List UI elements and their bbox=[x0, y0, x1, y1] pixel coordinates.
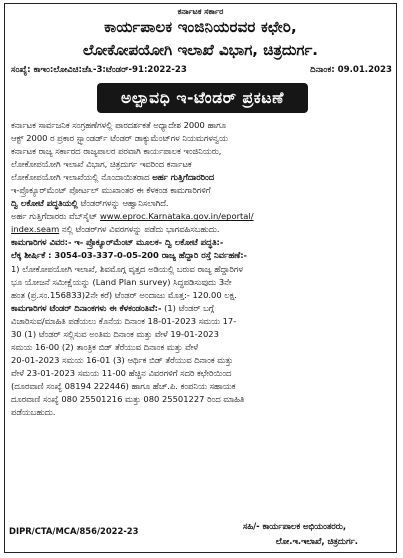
text-line: 30 (1) ಟೆಂಡರ್ ಸಲ್ಲಿಸುವ ಅಂತಿಮ ದಿನಾಂಕ ಮತ್ತು ವೇಳೆ 19-01-2023 bbox=[11, 328, 219, 339]
text-segment: ಅರ್ಹ ಗುತ್ತಿಗೆದಾರರು ವೆಬ್‌ಸೈಟ್ bbox=[11, 211, 100, 222]
head-of-account: ಲೆಕ್ಕ ಶೀರ್ಷಿಕೆ : 3054-03-337-0-05-200 ರಾಜ್ಯ ಹೆದ್ದಾರಿ ರಸ್ತೆ ನಿರ್ವಹಣೆ:- bbox=[11, 250, 248, 261]
text-line: ಇ-ಪ್ರೊಕ್ಯೂರ್‌ಮೆಂಟ್ ಪೋರ್ಟಲ್ ಮುಖಾಂತರ ಈ ಕೆಳಕಂಡ ಕಾಮಗಾರಿಗಳಿಗೆ bbox=[11, 185, 211, 196]
eproc-url-link[interactable]: www.eproc.Karnataka.gov.in/eportal/ bbox=[99, 211, 254, 222]
notice-banner: ಅಲ್ಪಾವಧಿ ಇ-ಟೆಂಡರ್ ಪ್ರಕಟಣೆ bbox=[97, 83, 308, 113]
text-line bbox=[11, 223, 390, 236]
text-line: ಆಕ್ಟ್ 2000 ರ ಪ್ರಕಾರ ಸ್ಟ್ಯಾಂಡರ್ಡ್ ಟೆಂಡರ್ ಡಾಕ್ಯುಮೆಂಟ್‌ಗಳ ನಿಯಮಗಳನ್ವಯ bbox=[11, 133, 228, 144]
eproc-url-link-end[interactable]: index.seam bbox=[11, 224, 60, 235]
text-line: ಪಡೆಯಬಹುದು. bbox=[11, 407, 56, 418]
notice-body bbox=[11, 119, 390, 419]
text-line bbox=[11, 302, 390, 315]
text-line: 1) ಲೋಕೋಪಯೋಗಿ ಇಲಾಖೆ, ಶಿವಮೊಗ್ಗ ವೃತ್ತದ ಅಡಿಯಲ್ಲಿ ಬರುವ ರಾಜ್ಯ ಹೆದ್ದಾರಿಗಳ bbox=[11, 263, 243, 274]
government-line: ಕರ್ನಾಟಕ ಸರ್ಕಾರ bbox=[177, 7, 224, 16]
signatory-title: ಸಹಿ/- ಕಾರ್ಯಪಾಲಕ ಅಭಿಯಂತರರು, bbox=[242, 521, 346, 531]
text-line bbox=[11, 171, 390, 184]
text-line: ಕಾಮಗಾರಿಗಳ ವಿವರ:- ಇ- ಪ್ರೊಕ್ಯೂರ್‌ಮೆಂಟ್ ಮೂಲಕ- ದ್ವಿ ಲಕೋಟೆ ಪದ್ಧತಿ:- bbox=[11, 237, 224, 248]
website-paragraph bbox=[11, 210, 390, 236]
text-line: ಲೋಕೋಪಯೋಗಿ ಇಲಾಖೆ ವಿಭಾಗ, ಚಿತ್ರದುರ್ಗ ಇವರಿಂದ ಕರ್ನಾಟಕ bbox=[11, 159, 192, 170]
reference-number: ಸಂಖ್ಯೆ: ಕಾಇಂ:ಲೋವಿಚಿ:ಜೆ೩-3:ಟೆಂಡರ್-91:2022-23 bbox=[11, 65, 187, 75]
text-line: ಹಂತ (ಪ್ರ.ಸಂ.156833)2ನೇ ಕರೆ) ಟೆಂಡರ್ ಅಂದಾಜು ಮೊತ್ತ:- 120.00 ಲಕ್ಷ. bbox=[11, 289, 237, 300]
text-line: ದೂರವಾಣಿ ಸಂಖ್ಯೆ 080 25501216 ಮತ್ತು 080 25501227 ರಿಂದ ಮಾಹಿತಿ bbox=[11, 393, 245, 404]
work-details bbox=[11, 236, 390, 262]
text-line: ಸಮಯ 16-00 (2) ತಾಂತ್ರಿಕ ಬಿಡ್ ತೆರೆಯುವ ದಿನಾಂಕ ಮತ್ತು ವೇಳೆ bbox=[11, 341, 199, 352]
intro-paragraph bbox=[11, 119, 390, 210]
reference-line bbox=[11, 65, 392, 75]
text-line: ಕರ್ನಾಟಕ ಸಾರ್ವಜನಿಕ ಸಂಗ್ರಹಣೆಗಳಲ್ಲಿ ಪಾರದರ್ಶಕತೆ ಅಧ್ಯಾದೇಶ 2000 ಹಾಗೂ bbox=[11, 120, 227, 130]
signatory-office: ಲೋ.ಇ.ಇಲಾಖೆ, ಚಿತ್ರದುರ್ಗ. bbox=[275, 536, 358, 546]
text-segment: ಟೆಂಡರ್‌ಗಳನ್ನು ಆಹ್ವಾನಿಸಲಾಗಿದೆ. bbox=[77, 198, 169, 209]
notice-date: ದಿನಾಂಕ: 09.01.2023 bbox=[310, 65, 392, 75]
text-line: ಭೂ ಯೋಜನೆ ಸಮೀಕ್ಷೆಯನ್ನು (Land Plan survey) ಸಿದ್ಧಪಡಿಸುವುದು 3ನೇ bbox=[11, 276, 232, 287]
tender-dates-heading: ಕಾಮಗಾರಿಗಳ ಟೆಂಡರ್ ದಿನಾಂಕಗಳು ಈ ಕೆಳಕಂಡಂತಿವೆ:- bbox=[11, 302, 162, 313]
eligible-contractors-text: ಅರ್ಹ ಗುತ್ತಿಗೆದಾರರಿಂದ bbox=[152, 172, 215, 183]
text-segment: (1) ಟೆಂಡರ್ ಬಗ್ಗೆ bbox=[161, 302, 215, 313]
text-line: ಕರ್ನಾಟಕ ರಾಜ್ಯ ಸರ್ಕಾರದ ರಾಜ್ಯಪಾಲರ ಪರವಾಗಿ ಕಾರ್ಯಪಾಲಕ ಇಂಜಿನಿಯರು, bbox=[11, 146, 222, 157]
text-line bbox=[11, 210, 390, 223]
two-cover-system-text: ದ್ವಿ ಲಕೋಟೆ ಪದ್ಧತಿಯಲ್ಲಿ bbox=[11, 198, 78, 209]
text-segment: ಲೋಕೋಪಯೋಗಿ ಇಲಾಖೆಯಲ್ಲಿ ನೊಂದಾಯಿತರಾದ bbox=[11, 172, 153, 183]
text-line: ವೇಳೆ 23-01-2023 ಸಮಯ 11-00 ಹೆಚ್ಚಿನ ವಿವರಗಳಿಗೆ ಸದರಿ ಕಛೇರಿಯಿಂದ bbox=[11, 367, 232, 378]
text-line: (ದೂರವಾಣಿ ಸಂಖ್ಯೆ 08194 222446) ಹಾಗೂ ಹೆಚ್.ಪಿ. ಕಂಪನಿಯ ಸಹಾಯಕ bbox=[11, 380, 236, 391]
office-title: ಕಾರ್ಯಪಾಲಕ ಇಂಜಿನಿಯರವರ ಕಛೇರಿ, bbox=[104, 18, 297, 36]
dipr-reference: DIPR/CTA/MCA/856/2022-23 bbox=[9, 526, 139, 536]
text-segment: ನಲ್ಲಿ ಟೆಂಡರ್‌ಗಳ ವಿವರಗಳನ್ನು ಪಡೆದು ಭಾಗವಹಿಸಬಹುದು. bbox=[59, 224, 220, 235]
work-item bbox=[11, 263, 390, 302]
tender-dates bbox=[11, 302, 390, 419]
notice-frame bbox=[4, 3, 397, 553]
text-line: ವಿಚಾರಿಸುವ/ಮಾಹಿತಿ ಪಡೆಯಲು ಕೊನೆಯ ದಿನಾಂಕ 18-01-2023 ಸಮಯ 17- bbox=[11, 315, 237, 326]
text-line bbox=[11, 197, 390, 210]
division-title: ಲೋಕೋಪಯೋಗಿ ಇಲಾಖೆ ವಿಭಾಗ, ಚಿತ್ರದುರ್ಗ. bbox=[83, 41, 318, 59]
text-line: 20-01-2023 ಸಮಯ 16-01 (3) ಆರ್ಥಿಕ ಬಿಡ್ ತೆರೆಯುವ ದಿನಾಂಕ ಮತ್ತು bbox=[11, 354, 233, 365]
